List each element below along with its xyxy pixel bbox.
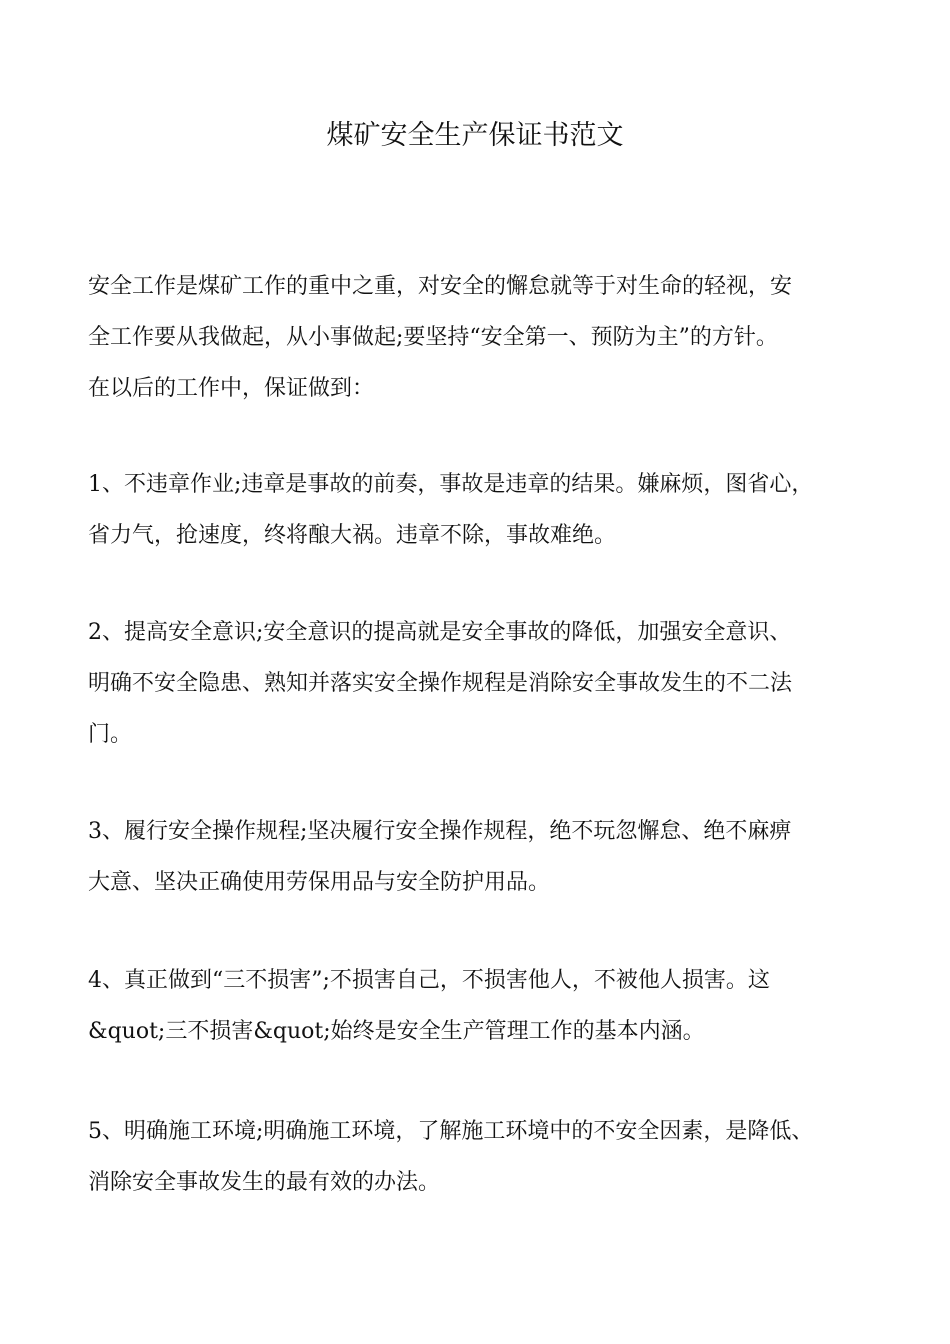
item-paragraph-2: [88, 607, 878, 760]
paragraph-line: 大意、坚决正确使用劳保用品与安全防护用品。: [88, 870, 551, 895]
intro-paragraph: [88, 261, 878, 414]
paragraph-line: 安全工作是煤矿工作的重中之重，对安全的懈怠就等于对生命的轻视，安: [88, 274, 793, 299]
paragraph-line: 省力气，抢速度，终将酿大祸。违章不除，事故难绝。: [88, 523, 617, 548]
paragraph-line: 明确不安全隐患、熟知并落实安全操作规程是消除安全事故发生的不二法: [88, 671, 793, 696]
paragraph-line: 门。: [88, 722, 133, 747]
item-paragraph-3: [88, 806, 878, 908]
paragraph-line: 全工作要从我做起，从小事做起;要坚持“安全第一、预防为主”的方针。: [88, 325, 778, 350]
paragraph-line: 1、不违章作业;违章是事故的前奏，事故是违章的结果。嫌麻烦，图省心，: [88, 472, 814, 497]
paragraph-line: 4、真正做到“三不损害”;不损害自己，不损害他人，不被他人损害。这: [88, 968, 770, 993]
document-title: 煤矿安全生产保证书范文: [326, 120, 624, 151]
item-paragraph-5: [88, 1106, 878, 1208]
paragraph-line: 消除安全事故发生的最有效的办法。: [88, 1170, 441, 1195]
paragraph-line: 3、履行安全操作规程;坚决履行安全操作规程，绝不玩忽懈怠、绝不麻痹: [88, 819, 792, 844]
item-paragraph-4: [88, 955, 878, 1057]
paragraph-line: 在以后的工作中，保证做到：: [88, 376, 375, 401]
item-paragraph-1: [88, 459, 878, 561]
paragraph-line: 2、提高安全意识;安全意识的提高就是安全事故的降低，加强安全意识、: [88, 620, 792, 645]
paragraph-line: 5、明确施工环境;明确施工环境，了解施工环境中的不安全因素，是降低、: [88, 1119, 814, 1144]
paragraph-line: &quot;三不损害&quot;始终是安全生产管理工作的基本内涵。: [88, 1019, 705, 1044]
